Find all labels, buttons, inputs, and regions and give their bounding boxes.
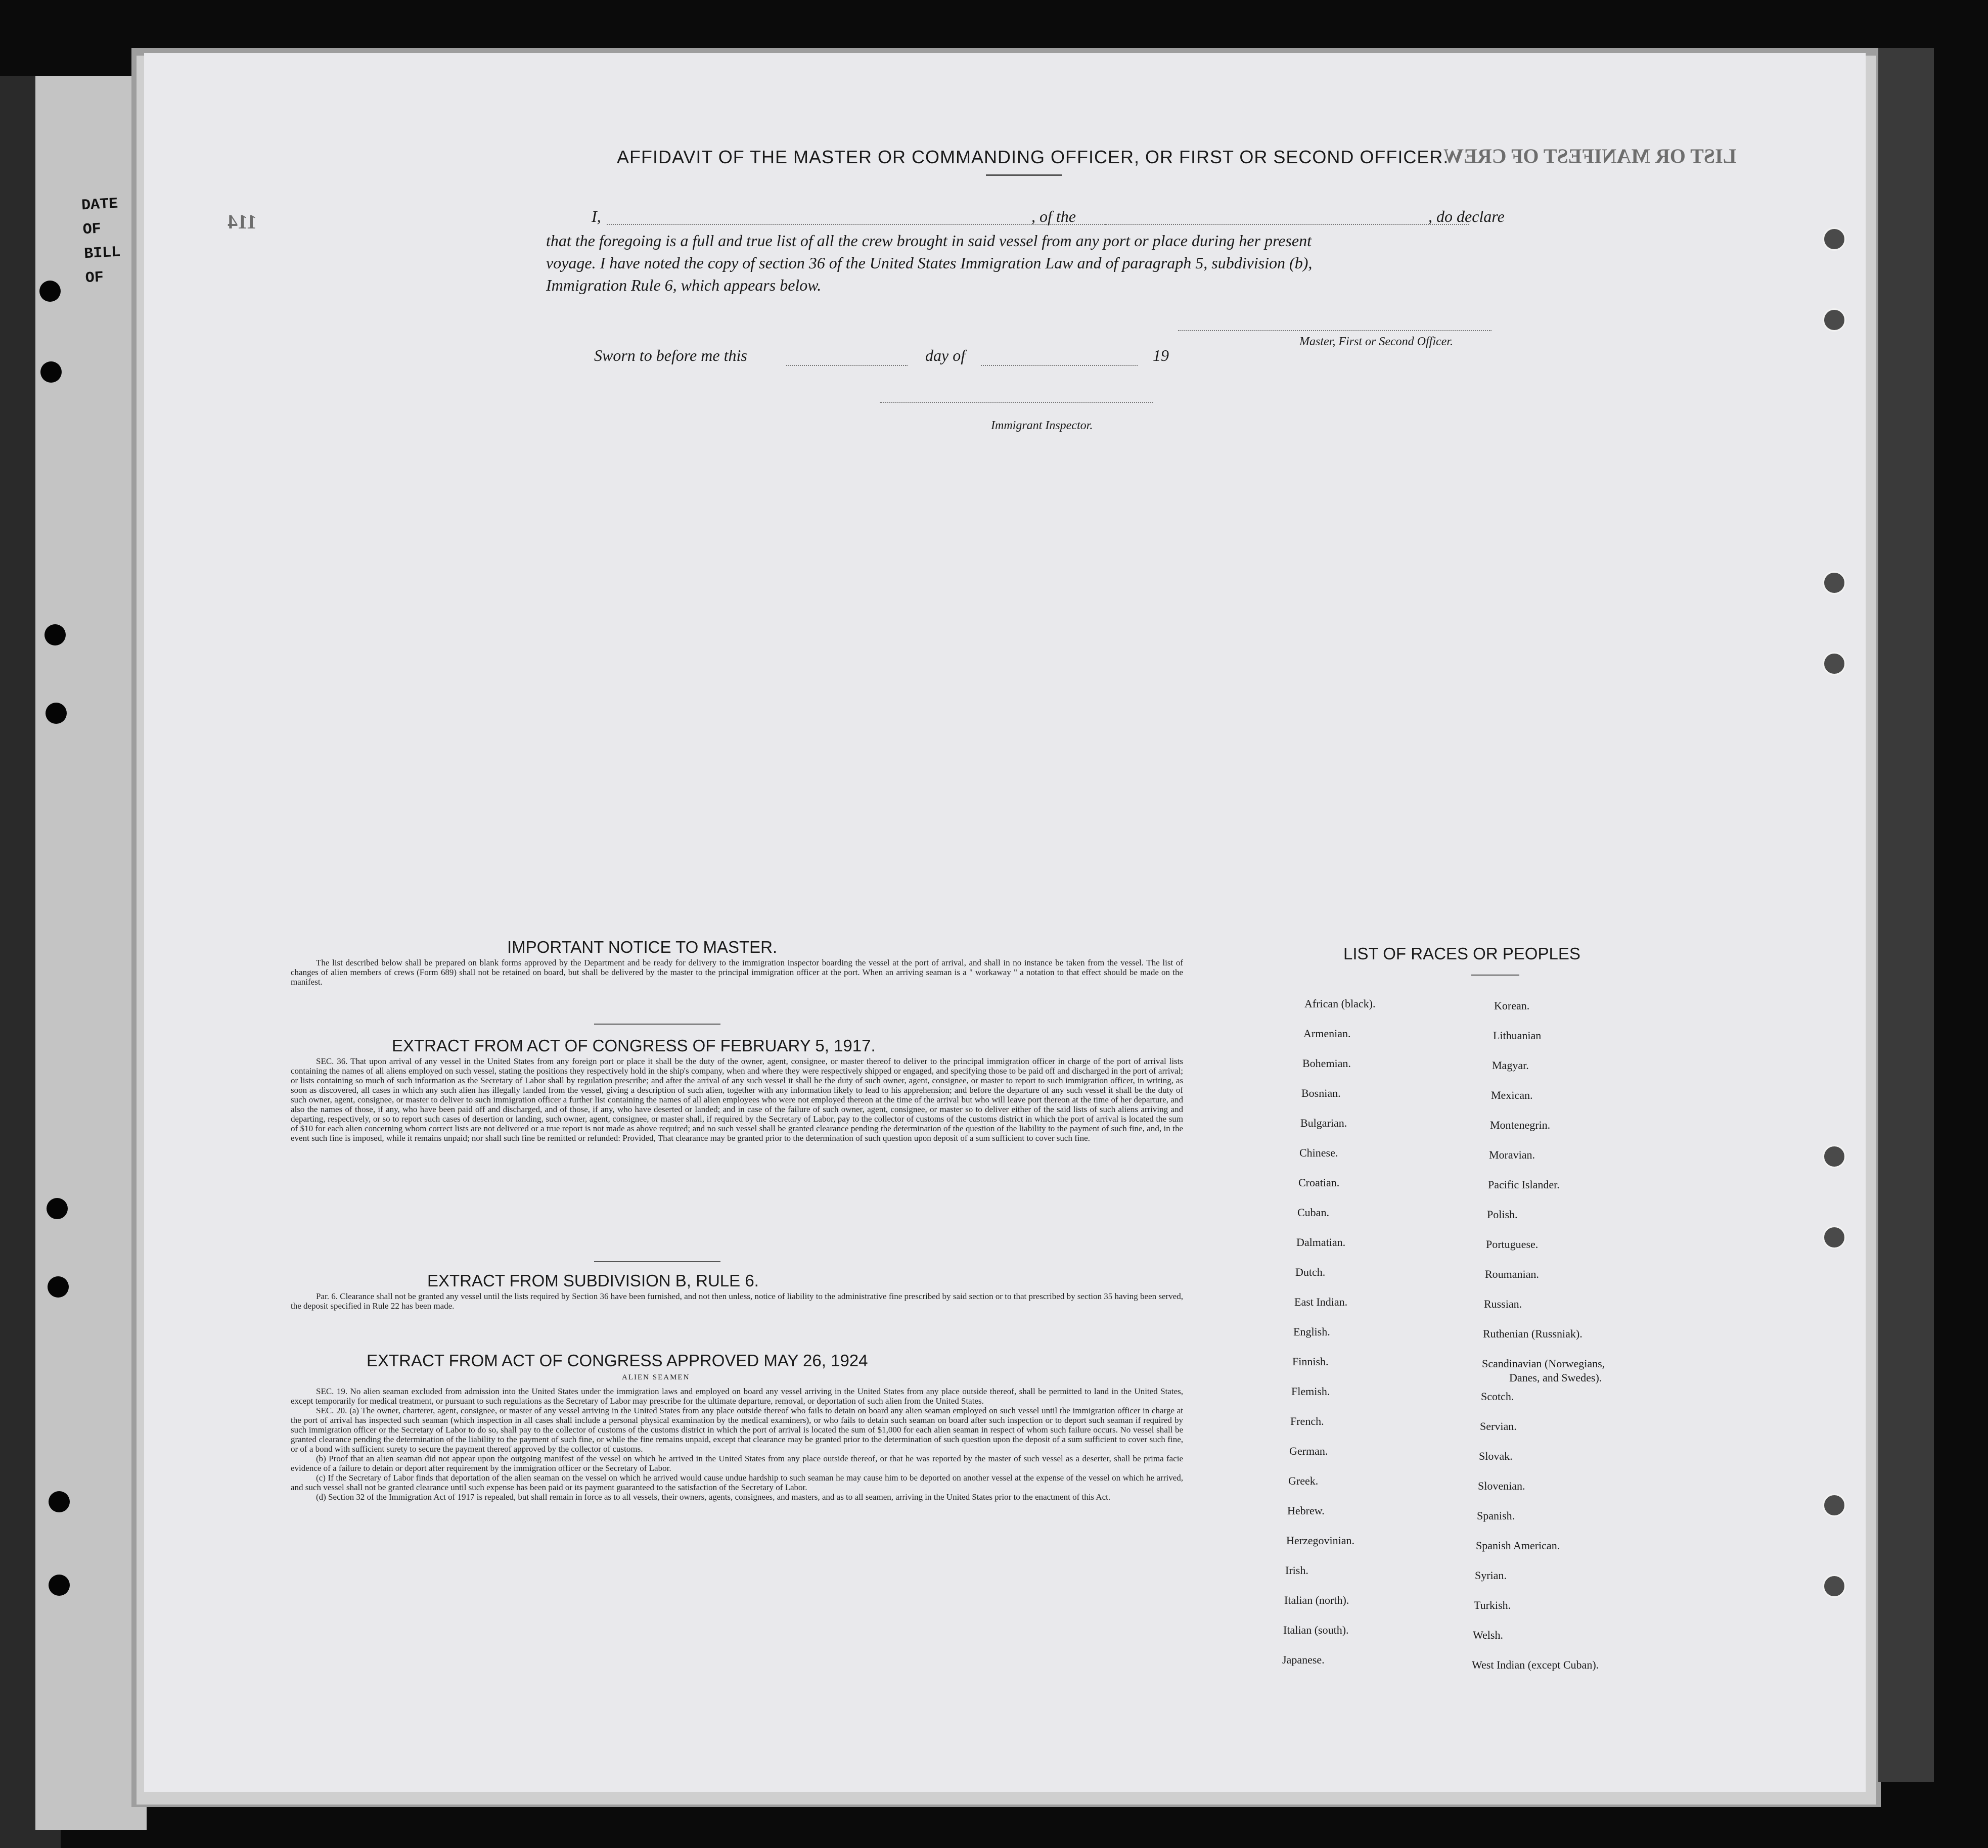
race-right: Lithuanian	[1493, 1029, 1542, 1042]
race-right: Scotch.	[1481, 1390, 1514, 1403]
race-left: German.	[1289, 1445, 1328, 1457]
race-right: Servian.	[1480, 1420, 1517, 1433]
race-right: Welsh.	[1473, 1629, 1503, 1641]
right-page-edge	[1878, 48, 1934, 1782]
bleed-through-number: 114	[228, 210, 257, 233]
punch-hole	[1823, 308, 1846, 332]
sworn-text: Sworn to before me this	[594, 346, 747, 364]
race-left: African (black).	[1304, 997, 1376, 1010]
inspector-signature-line	[880, 402, 1153, 403]
race-left: French.	[1290, 1415, 1324, 1427]
extract-rule6-heading: EXTRACT FROM SUBDIVISION B, RULE 6.	[427, 1271, 759, 1290]
year-prefix: 19	[1153, 346, 1169, 364]
punch-hole	[1823, 1494, 1846, 1517]
extract-1924-subheading: ALIEN SEAMEN	[622, 1373, 690, 1381]
race-right: Polish.	[1487, 1208, 1518, 1221]
day-of-text: day of	[925, 346, 966, 364]
punch-hole	[1823, 1226, 1846, 1249]
races-heading: LIST OF RACES OR PEOPLES	[1343, 944, 1580, 963]
race-right: Turkish.	[1474, 1599, 1511, 1611]
vessel-blank	[1105, 224, 1469, 225]
race-right: Syrian.	[1475, 1569, 1507, 1582]
binding-hole	[49, 1491, 70, 1512]
race-left: Japanese.	[1282, 1653, 1325, 1666]
race-left: Irish.	[1285, 1564, 1308, 1577]
name-blank	[607, 224, 1178, 225]
punch-hole	[1823, 227, 1846, 251]
race-right: Roumanian.	[1485, 1268, 1539, 1280]
race-left: Italian (north).	[1284, 1594, 1349, 1606]
race-left: Dutch.	[1295, 1266, 1326, 1278]
document-page	[144, 53, 1866, 1792]
affidavit-line1: that the foregoing is a full and true list of all the crew brought in said vessel from any port or place during her present	[546, 232, 1312, 250]
race-left: Bohemian.	[1302, 1057, 1351, 1070]
race-left: Bulgarian.	[1300, 1117, 1347, 1129]
affidavit-line3: Immigration Rule 6, which appears below.	[546, 276, 822, 294]
sec-20b-text: (b) Proof that an alien seaman did not appear upon the outgoing manifest of the vessel on which he arrived in the United States from any place outside thereof, or that he was reported by the master of such vessel as a deserter, shall be prima facie evidence of a failure to detain or deport after requirement by the immigration officer or the Secretary of Labor.	[291, 1454, 1183, 1473]
affidavit-line2: voyage. I have noted the copy of section 36 of the United States Immigration Law and of paragraph 5, subdivision (b),	[546, 254, 1313, 272]
inspector-label: Immigrant Inspector.	[991, 419, 1093, 432]
race-right: Ruthenian (Russniak).	[1483, 1327, 1583, 1340]
notice-text: The list described below shall be prepared on blank forms approved by the Department and be ready for delivery to the immigration inspector boarding the vessel at the port of arrival, and shall in no instance be taken from the vessel. The list of changes of alien members of crews (Form 689) shall not be retained on board, but shall be delivered by the master to the principal immigration officer at the port. When an arriving seaman is a " workaway " a notation to that effect should be made on the manifest.	[291, 958, 1183, 987]
affidavit-i: I,	[592, 207, 601, 225]
notice-heading: IMPORTANT NOTICE TO MASTER.	[507, 938, 778, 956]
sec-19-text: SEC. 19. No alien seaman excluded from admission into the United States under the immigration laws and employed on board any vessel arriving in the United States from any place outside thereof, shall be permitted to land in the United States, except temporarily for medical treatment, or pursuant to such regulations as the Secretary of Labor may prescribe for the ultimate departure, removal, or deportation of such alien from the United States.	[291, 1387, 1183, 1406]
punch-hole	[1823, 1145, 1846, 1168]
race-right: Slovak.	[1479, 1450, 1513, 1462]
race-right: Korean.	[1494, 999, 1530, 1012]
race-right: Danes, and Swedes).	[1509, 1371, 1602, 1384]
binding-hole	[40, 361, 62, 383]
sec-20d-text: (d) Section 32 of the Immigration Act of 1917 is repealed, but shall remain in force as to all vessels, their owners, agents, consignees, and masters, and as to all seamen, arriving in the United States prior to the enactment of this Act.	[316, 1492, 1111, 1502]
extract-rule6-text: Par. 6. Clearance shall not be granted any vessel until the lists required by Section 36 have been furnished, and not then unless, notice of liability to the administrative fine prescribed by said section or to that prescribed by section 35 having been served, the deposit specified in Rule 22 has been made.	[291, 1291, 1183, 1311]
sec-20a-text: SEC. 20. (a) The owner, charterer, agent, consignee, or master of any vessel arriving in the United States from any place outside thereof who fails to detain on board any alien seaman employed on such vessel until the immigration officer in charge at the port of arrival has inspected such seaman (which inspection in all cases shall include a personal physical examination by the medical examiners), or who fails to detain such seaman on board after such inspection or to deport such seaman if required by such immigration officer or the Secretary of Labor to do so, shall pay to the collector of customs of the customs district in which the port of arrival is located the sum of $1,000 for each alien seaman in respect of whom such failure occurs. No vessel shall be granted clearance pending the determination of the liability to the payment of such fine, or while the fine remains unpaid, except that clearance may be granted prior to the determination of such question upon the deposit of a sum sufficient to cover such fine, or of a bond with sufficient surety to secure the payment thereof approved by the collector of customs.	[291, 1406, 1183, 1454]
race-right: Slovenian.	[1478, 1480, 1525, 1492]
punch-hole	[1823, 652, 1846, 675]
affidavit-of-the: , of the	[1031, 207, 1076, 225]
sworn-day-blank	[786, 365, 908, 366]
race-right: Russian.	[1484, 1298, 1522, 1310]
punch-hole	[1823, 1575, 1846, 1598]
sec-20c-text: (c) If the Secretary of Labor finds that deportation of the alien seaman on the vessel on which he arrived would cause undue hardship to such seaman he may cause him to be deported on another vessel at the expense of the vessel on which he arrived, and such vessel shall not be granted clearance until such expense has been paid or its payment guaranteed to the satisfaction of the Secretary of Labor.	[291, 1473, 1183, 1492]
master-label: Master, First or Second Officer.	[1299, 335, 1453, 348]
race-left: Armenian.	[1303, 1027, 1351, 1040]
divider	[594, 1024, 720, 1025]
race-left: Chinese.	[1299, 1146, 1338, 1159]
binding-hole	[47, 1198, 68, 1219]
race-left: Hebrew.	[1287, 1504, 1325, 1517]
race-left: Greek.	[1288, 1474, 1319, 1487]
race-left: Flemish.	[1291, 1385, 1330, 1398]
affidavit-do-declare: , do declare	[1428, 207, 1505, 225]
race-left: Cuban.	[1297, 1206, 1329, 1219]
race-right: Spanish American.	[1476, 1539, 1560, 1552]
sworn-month-blank	[981, 365, 1138, 366]
binding-strip	[35, 76, 147, 1830]
race-left: Dalmatian.	[1296, 1236, 1346, 1249]
race-left: East Indian.	[1294, 1296, 1348, 1308]
race-right: Montenegrin.	[1490, 1119, 1551, 1131]
race-right: Magyar.	[1492, 1059, 1529, 1072]
race-left: Croatian.	[1298, 1176, 1340, 1189]
margin-text: DATE OF BILL OF	[81, 195, 121, 288]
race-left: Finnish.	[1292, 1355, 1329, 1368]
race-right: Mexican.	[1491, 1089, 1533, 1101]
binding-hole	[48, 1276, 69, 1298]
extract-1917-heading: EXTRACT FROM ACT OF CONGRESS OF FEBRUARY 5, 1917.	[392, 1036, 876, 1055]
bleed-through-title: LIST OR MANIFEST OF CREW	[1443, 145, 1737, 167]
affidavit-heading: AFFIDAVIT OF THE MASTER OR COMMANDING OFFICER, OR FIRST OR SECOND OFFICER.	[617, 147, 1449, 167]
heading-rule	[986, 174, 1062, 176]
race-right: Spanish.	[1477, 1509, 1515, 1522]
race-right: Scandinavian (Norwegians,	[1482, 1357, 1605, 1370]
binding-hole	[49, 1575, 70, 1596]
extract-1917-text: SEC. 36. That upon arrival of any vessel in the United States from any foreign port or place it shall be the duty of the owner, agent, consignee, or master thereof to deliver to the principal immigration officer in charge of the port of arrival lists containing the names of all aliens employed on such vessel, stating the positions they respectively hold in the ship's company, when and where they were respectively shipped or engaged, and specifying those to be paid off and discharged in the port of arrival; or lists containing so much of such information as the Secretary of Labor shall by regulation prescribe; and after the arrival of any such vessel it shall be the duty of such owner, agent, consignee, or master to report to such immigration officer, in writing, as soon as discovered, all cases in which any such alien has illegally landed from the vessel, giving a description of such alien, together with any information likely to lead to his apprehension; and before the departure of any such vessel it shall be the duty of such owner, agent, consignee, or master to deliver to such immigration officer a further list containing the names of all alien employees who were not employed thereon at the time of the arrival but who will leave port thereon at the time of her departure, and also the names of those, if any, who have been paid off and discharged, and of those, if any, who have deserted or landed; and in case of the failure of such owner, agent, consignee, or master so to deliver either of the said lists of such aliens arriving and departing, respectively, or so to report such cases of desertion or landing, such owner, agent, consignee, or master shall, if required by the Secretary of Labor, pay to the collector of customs of the customs district in which the port of arrival is located the sum of $10 for each alien concerning whom correct lists are not delivered or a true report is not made as above required; and no such vessel shall be granted clearance pending the determination of the question of the liability to the payment of such fine, and, in the event such fine is imposed, while it remains unpaid; nor shall such fine be remitted or refunded: Provided, That clearance may be granted prior to the determination of such question upon deposit of a sum sufficient to cover such fine.	[291, 1056, 1183, 1143]
race-left: Italian (south).	[1283, 1624, 1349, 1636]
race-left: Herzegovinian.	[1286, 1534, 1354, 1547]
extract-1924-heading: EXTRACT FROM ACT OF CONGRESS APPROVED MAY 26, 1924	[367, 1351, 868, 1370]
race-right: Portuguese.	[1486, 1238, 1539, 1251]
binding-hole	[44, 624, 66, 645]
divider	[594, 1261, 720, 1262]
master-signature-line	[1178, 330, 1492, 331]
races-rule	[1471, 975, 1519, 976]
race-right: Moravian.	[1489, 1148, 1535, 1161]
binding-hole	[46, 703, 67, 724]
punch-hole	[1823, 571, 1846, 594]
race-left: Bosnian.	[1301, 1087, 1341, 1099]
race-left: English.	[1293, 1325, 1330, 1338]
race-right: Pacific Islander.	[1488, 1178, 1560, 1191]
binding-hole	[39, 281, 61, 302]
race-right: West Indian (except Cuban).	[1472, 1658, 1599, 1671]
extract-1924-body	[291, 1387, 1183, 1502]
